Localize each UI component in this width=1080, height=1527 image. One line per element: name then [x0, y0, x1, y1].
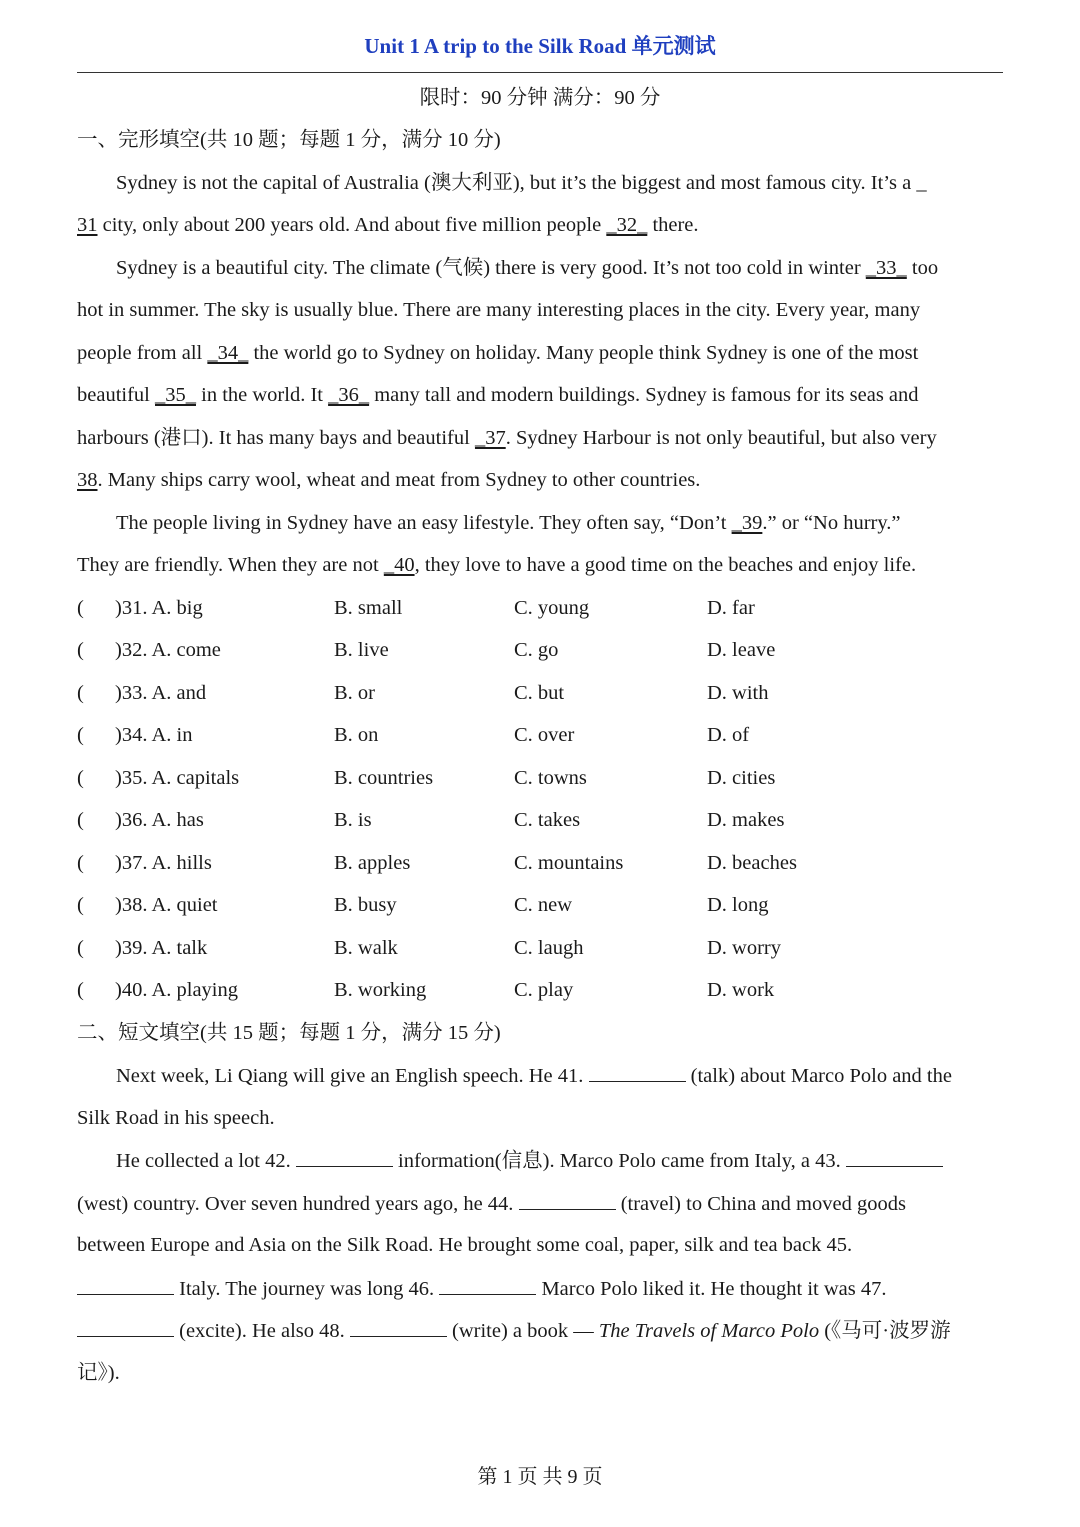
- answer-paren: (: [77, 937, 84, 959]
- passage-line: [116, 254, 938, 282]
- blank-31: 31: [77, 214, 98, 236]
- passage-text: in the world. It: [196, 384, 329, 406]
- passage-text: too: [906, 257, 939, 279]
- blank-40: _40: [383, 554, 415, 576]
- blank-44[interactable]: [519, 1189, 616, 1210]
- answer-paren: (: [77, 809, 84, 831]
- question-row: [77, 636, 1003, 664]
- option-c: C. laugh: [514, 937, 584, 959]
- option-c: C. play: [514, 979, 574, 1001]
- passage-text: Sydney is a beautiful city. The climate (气候) there is very good. It’s not too cold in winter: [116, 257, 866, 279]
- option-b: B. or: [334, 682, 375, 704]
- passage-text: Marco Polo liked it. He thought it was 47.: [536, 1278, 887, 1300]
- passage-text: harbours (港口). It has many bays and beautiful: [77, 427, 475, 449]
- option-c: C. new: [514, 894, 573, 916]
- passage-text: Next week, Li Qiang will give an English speech. He 41.: [116, 1065, 589, 1087]
- passage-line: [77, 1274, 886, 1302]
- passage-text: .” or “No hurry.”: [762, 512, 901, 534]
- passage-text: (excite). He also 48.: [174, 1320, 350, 1342]
- passage-text: Italy. The journey was long 46.: [174, 1278, 440, 1300]
- question-row: [77, 976, 1003, 1004]
- blank-36: _36_: [328, 384, 370, 406]
- option-b: B. live: [334, 639, 389, 661]
- option-c: C. but: [514, 682, 565, 704]
- blank-42[interactable]: [296, 1146, 393, 1167]
- passage-text: . Sydney Harbour is not only beautiful, but also very: [505, 427, 937, 449]
- passage-text: (write) a book —: [446, 1320, 599, 1342]
- passage-text: They are friendly. When they are not: [77, 554, 384, 576]
- option-c: C. mountains: [514, 852, 624, 874]
- blank-39: _39: [731, 512, 763, 534]
- option-c: C. over: [514, 724, 575, 746]
- option-a: )39. A. talk: [115, 937, 208, 959]
- option-c: C. young: [514, 597, 590, 619]
- option-c: C. towns: [514, 767, 587, 789]
- section2-heading: 二、短文填空(共 15 题；每题 1 分，满分 15 分): [77, 1022, 501, 1044]
- blank-38: 38: [77, 469, 98, 491]
- option-d: D. beaches: [707, 852, 797, 874]
- passage-text: many tall and modern buildings. Sydney is famous for its seas and: [369, 384, 919, 406]
- question-row: [77, 934, 1003, 962]
- option-c: C. go: [514, 639, 559, 661]
- passage-line: [77, 424, 937, 452]
- question-row: [77, 764, 1003, 792]
- passage-text: information(信息). Marco Polo came from Italy, a 43.: [392, 1150, 846, 1172]
- passage-text: beautiful: [77, 384, 155, 406]
- option-b: B. countries: [334, 767, 434, 789]
- option-d: D. long: [707, 894, 769, 916]
- option-d: D. cities: [707, 767, 776, 789]
- passage-text: He collected a lot 42.: [116, 1150, 296, 1172]
- blank-34: _34_: [207, 342, 249, 364]
- option-a: )31. A. big: [115, 597, 203, 619]
- blank-41[interactable]: [589, 1061, 686, 1082]
- question-row: [77, 679, 1003, 707]
- blank-37: _37: [474, 427, 506, 449]
- passage-text: (west) country. Over seven hundred years ago, he 44.: [77, 1193, 519, 1215]
- option-b: B. on: [334, 724, 379, 746]
- passage-line: [77, 211, 699, 239]
- option-b: B. apples: [334, 852, 411, 874]
- question-row: [77, 806, 1003, 834]
- passage-text: the world go to Sydney on holiday. Many people think Sydney is one of the most: [248, 342, 919, 364]
- option-b: B. is: [334, 809, 372, 831]
- answer-paren: (: [77, 597, 84, 619]
- option-a: )34. A. in: [115, 724, 193, 746]
- option-a: )33. A. and: [115, 682, 207, 704]
- option-b: B. walk: [334, 937, 398, 959]
- header-divider: [77, 72, 1003, 73]
- blank-48[interactable]: [350, 1316, 447, 1337]
- blank-46[interactable]: [439, 1274, 536, 1295]
- option-c: C. takes: [514, 809, 581, 831]
- option-b: B. working: [334, 979, 427, 1001]
- passage-line: [116, 1061, 952, 1089]
- option-d: D. of: [707, 724, 750, 746]
- time-info: 限时：90 分钟 满分：90 分: [419, 87, 661, 109]
- question-row: [77, 594, 1003, 622]
- passage-text: The people living in Sydney have an easy lifestyle. They often say, “Don’t: [116, 512, 732, 534]
- option-d: D. far: [707, 597, 755, 619]
- passage-text: people from all: [77, 342, 208, 364]
- passage-line: hot in summer. The sky is usually blue. There are many interesting places in the city. Every year, many: [77, 299, 921, 321]
- blank-45[interactable]: [77, 1274, 174, 1295]
- passage-line: [116, 1146, 943, 1174]
- answer-paren: (: [77, 639, 84, 661]
- option-a: )40. A. playing: [115, 979, 238, 1001]
- page-title: Unit 1 A trip to the Silk Road 单元测试: [364, 34, 716, 58]
- option-d: D. work: [707, 979, 775, 1001]
- passage-line: [77, 339, 918, 367]
- option-a: )37. A. hills: [115, 852, 212, 874]
- passage-text: city, only about 200 years old. And about five million people: [97, 214, 607, 236]
- answer-paren: (: [77, 852, 84, 874]
- blank-35: _35_: [155, 384, 196, 406]
- option-d: D. makes: [707, 809, 785, 831]
- question-row: [77, 891, 1003, 919]
- section1-heading: 一、完形填空(共 10 题；每题 1 分，满分 10 分): [77, 129, 501, 151]
- answer-paren: (: [77, 979, 84, 1001]
- book-title: The Travels of Marco Polo: [598, 1320, 820, 1342]
- passage-text: (《马可·波罗游: [819, 1320, 951, 1342]
- passage-text: . Many ships carry wool, wheat and meat from Sydney to other countries.: [97, 469, 701, 491]
- passage-text: , they love to have a good time on the beaches and enjoy life.: [414, 554, 917, 576]
- question-row: [77, 721, 1003, 749]
- option-a: )35. A. capitals: [115, 767, 240, 789]
- passage-text: (travel) to China and moved goods: [615, 1193, 906, 1215]
- passage-line: [77, 1316, 951, 1344]
- passage-text: there.: [647, 214, 699, 236]
- answer-paren: (: [77, 767, 84, 789]
- passage-line: 记》).: [77, 1362, 120, 1384]
- passage-line: [116, 509, 900, 537]
- option-b: B. busy: [334, 894, 397, 916]
- blank-43[interactable]: [846, 1146, 943, 1167]
- option-a: )36. A. has: [115, 809, 204, 831]
- question-row: [77, 849, 1003, 877]
- option-d: D. leave: [707, 639, 776, 661]
- passage-line: Silk Road in his speech.: [77, 1107, 275, 1129]
- answer-paren: (: [77, 682, 84, 704]
- option-a: )32. A. come: [115, 639, 221, 661]
- passage-line: Sydney is not the capital of Australia (澳大利亚), but it’s the biggest and most famous city. It’s a _: [116, 172, 927, 194]
- blank-47[interactable]: [77, 1316, 174, 1337]
- option-d: D. with: [707, 682, 769, 704]
- passage-line: between Europe and Asia on the Silk Road. He brought some coal, paper, silk and tea back 45.: [77, 1234, 853, 1256]
- passage-line: [77, 381, 919, 409]
- option-d: D. worry: [707, 937, 782, 959]
- passage-line: [77, 1189, 906, 1217]
- option-a: )38. A. quiet: [115, 894, 218, 916]
- passage-line: [77, 551, 916, 579]
- page-footer: 第 1 页 共 9 页: [477, 1466, 603, 1488]
- answer-paren: (: [77, 724, 84, 746]
- answer-paren: (: [77, 894, 84, 916]
- blank-32: _32_: [606, 214, 648, 236]
- option-b: B. small: [334, 597, 403, 619]
- passage-line: [77, 466, 700, 494]
- passage-text: (talk) about Marco Polo and the: [685, 1065, 952, 1087]
- blank-33: _33_: [865, 257, 907, 279]
